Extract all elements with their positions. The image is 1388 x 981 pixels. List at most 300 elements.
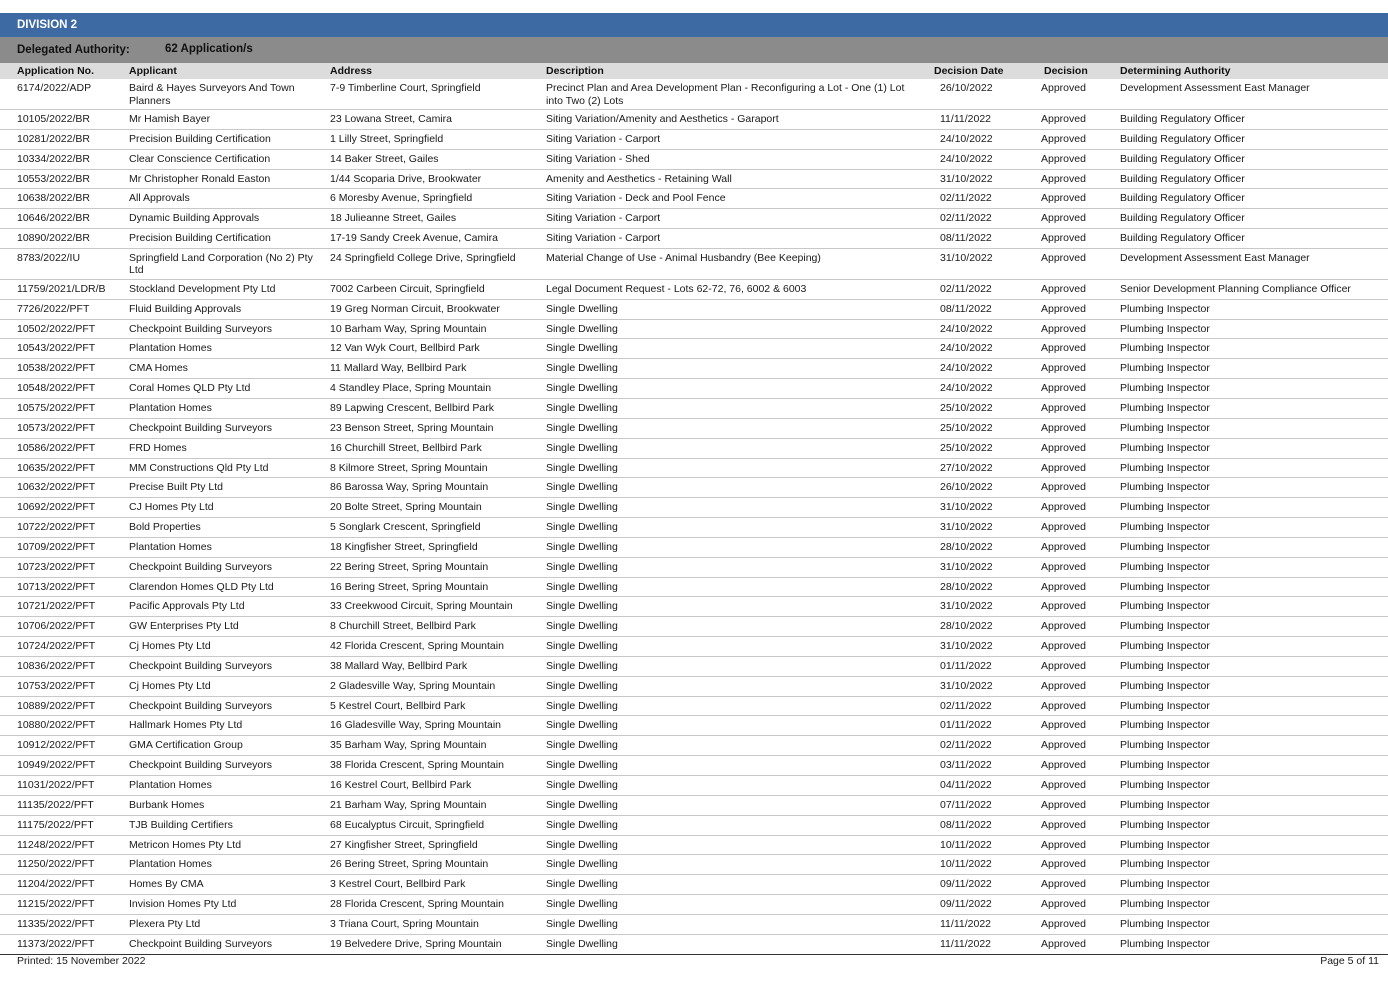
footer-divider [0, 954, 1388, 955]
decision-date-cell: 08/11/2022 [940, 232, 992, 245]
address-cell: 35 Barham Way, Spring Mountain [330, 739, 487, 752]
application-no-cell: 10721/2022/PFT [17, 600, 96, 613]
applicant-cell: Cj Homes Pty Ltd [129, 640, 211, 653]
determining-authority-cell: Plumbing Inspector [1120, 620, 1210, 633]
application-count: 62 Application/s [165, 43, 253, 55]
applicant-cell: Checkpoint Building Surveyors [129, 699, 272, 712]
decision-date-cell: 25/10/2022 [940, 401, 993, 414]
description-cell: Single Dwelling [546, 302, 618, 315]
application-no-cell: 10334/2022/BR [17, 152, 90, 165]
application-no-cell: 11135/2022/PFT [17, 798, 94, 811]
applicant-cell: Burbank Homes [129, 798, 205, 811]
column-header-application-no: Application No. [17, 65, 94, 77]
decision-cell: Approved [1041, 82, 1086, 94]
determining-authority-cell: Plumbing Inspector [1120, 759, 1210, 772]
table-row [0, 419, 1388, 439]
address-cell: 10 Barham Way, Spring Mountain [330, 322, 487, 335]
application-no-cell: 10753/2022/PFT [17, 679, 96, 692]
application-no-cell: 11335/2022/PFT [17, 917, 95, 930]
applicant-cell: Invision Homes Pty Ltd [129, 898, 237, 911]
table-row [0, 170, 1388, 190]
decision-cell: Approved [1041, 798, 1086, 811]
application-no-cell: 10890/2022/BR [17, 232, 90, 245]
decision-cell: Approved [1041, 838, 1086, 851]
address-cell: 1 Lilly Street, Springfield [330, 132, 444, 145]
application-no-cell: 11250/2022/PFT [17, 858, 95, 871]
decision-cell: Approved [1041, 192, 1086, 205]
address-cell: 11 Mallard Way, Bellbird Park [330, 362, 467, 375]
decision-date-cell: 26/10/2022 [940, 82, 993, 94]
table-row [0, 189, 1388, 209]
application-no-cell: 10538/2022/PFT [17, 362, 96, 375]
application-no-cell: 10638/2022/BR [17, 192, 90, 205]
decision-cell: Approved [1041, 362, 1086, 375]
applicant-cell: CJ Homes Pty Ltd [129, 501, 214, 514]
determining-authority-cell: Plumbing Inspector [1120, 640, 1210, 653]
application-no-cell: 10722/2022/PFT [17, 521, 96, 534]
table-row [0, 597, 1388, 617]
application-no-cell: 10635/2022/PFT [17, 461, 96, 474]
decision-date-cell: 02/11/2022 [940, 282, 992, 295]
applicant-cell: Clear Conscience Certification [129, 152, 271, 165]
decision-cell: Approved [1041, 401, 1086, 414]
decision-cell: Approved [1041, 779, 1086, 791]
address-cell: 23 Lowana Street, Camira [330, 113, 452, 125]
decision-cell: Approved [1041, 521, 1086, 534]
decision-cell: Approved [1041, 739, 1086, 752]
table-row [0, 578, 1388, 598]
description-cell: Single Dwelling [546, 382, 618, 395]
address-cell: 23 Benson Street, Spring Mountain [330, 421, 494, 434]
delegated-authority-bar [0, 37, 1388, 63]
applicant-cell: Coral Homes QLD Pty Ltd [129, 382, 251, 395]
determining-authority-cell: Plumbing Inspector [1120, 540, 1210, 553]
table-row [0, 617, 1388, 637]
address-cell: 14 Baker Street, Gailes [330, 152, 439, 165]
description-cell: Single Dwelling [546, 362, 618, 375]
applicant-cell: CMA Homes [129, 362, 188, 375]
decision-cell: Approved [1041, 719, 1086, 732]
description-cell: Amenity and Aesthetics - Retaining Wall [546, 172, 732, 185]
determining-authority-cell: Building Regulatory Officer [1120, 172, 1245, 185]
decision-date-cell: 01/11/2022 [940, 659, 992, 672]
decision-date-cell: 27/10/2022 [940, 461, 993, 474]
description-cell: Siting Variation/Amenity and Aesthetics - Garaport [546, 113, 779, 125]
application-no-cell: 10713/2022/PFT [17, 580, 96, 593]
applicant-cell: FRD Homes [129, 441, 187, 454]
address-cell: 2 Gladesville Way, Spring Mountain [330, 679, 496, 692]
description-cell: Siting Variation - Carport [546, 232, 661, 245]
applicant-cell: Metricon Homes Pty Ltd [129, 838, 242, 851]
decision-cell: Approved [1041, 322, 1086, 335]
description-cell: Single Dwelling [546, 739, 618, 752]
table-row [0, 150, 1388, 170]
application-no-cell: 8783/2022/IU [17, 251, 81, 264]
delegated-authority-label: Delegated Authority: [17, 44, 130, 56]
determining-authority-cell: Building Regulatory Officer [1120, 212, 1245, 225]
table-row [0, 518, 1388, 538]
description-cell: Single Dwelling [546, 679, 618, 692]
address-cell: 18 Kingfisher Street, Springfield [330, 540, 478, 553]
address-cell: 18 Julieanne Street, Gailes [330, 212, 457, 225]
table-row [0, 836, 1388, 856]
table-row [0, 895, 1388, 915]
applicant-cell: Baird & Hayes Surveyors And Town Planners [129, 82, 295, 107]
table-row [0, 875, 1388, 895]
applicant-cell: Mr Hamish Bayer [129, 113, 211, 125]
table-row [0, 677, 1388, 697]
determining-authority-cell: Plumbing Inspector [1120, 739, 1210, 752]
address-cell: 33 Creekwood Circuit, Spring Mountain [330, 600, 513, 613]
decision-date-cell: 11/11/2022 [940, 113, 991, 125]
table-row [0, 439, 1388, 459]
decision-date-cell: 31/10/2022 [940, 251, 993, 264]
determining-authority-cell: Plumbing Inspector [1120, 878, 1210, 891]
decision-cell: Approved [1041, 818, 1086, 831]
applications-table [0, 79, 1388, 955]
decision-cell: Approved [1041, 302, 1086, 315]
address-cell: 5 Songlark Crescent, Springfield [330, 521, 481, 534]
determining-authority-cell: Development Assessment East Manager [1120, 251, 1310, 264]
description-cell: Single Dwelling [546, 917, 618, 930]
decision-cell: Approved [1041, 461, 1086, 474]
decision-cell: Approved [1041, 342, 1086, 355]
description-cell: Single Dwelling [546, 461, 618, 474]
table-header [0, 63, 1388, 79]
decision-date-cell: 25/10/2022 [940, 441, 993, 454]
applicant-cell: Precision Building Certification [129, 232, 271, 245]
determining-authority-cell: Plumbing Inspector [1120, 580, 1210, 593]
application-no-cell: 6174/2022/ADP [17, 82, 92, 94]
decision-date-cell: 02/11/2022 [940, 699, 992, 712]
description-cell: Single Dwelling [546, 620, 618, 633]
decision-cell: Approved [1041, 600, 1086, 613]
decision-cell: Approved [1041, 560, 1086, 573]
address-cell: 42 Florida Crescent, Spring Mountain [330, 640, 504, 653]
address-cell: 6 Moresby Avenue, Springfield [330, 192, 473, 205]
address-cell: 38 Mallard Way, Bellbird Park [330, 659, 468, 672]
application-no-cell: 11204/2022/PFT [17, 878, 95, 891]
application-no-cell: 7726/2022/PFT [17, 302, 90, 315]
column-header-decision-date: Decision Date [934, 65, 1004, 77]
decision-date-cell: 25/10/2022 [940, 421, 993, 434]
applicant-cell: Fluid Building Approvals [129, 302, 242, 315]
address-cell: 3 Kestrel Court, Bellbird Park [330, 878, 466, 891]
column-header-determining-authority: Determining Authority [1120, 65, 1231, 77]
decision-date-cell: 08/11/2022 [940, 818, 992, 831]
application-no-cell: 10889/2022/PFT [17, 699, 96, 712]
determining-authority-cell: Plumbing Inspector [1120, 699, 1210, 712]
description-cell: Single Dwelling [546, 421, 618, 434]
table-row [0, 637, 1388, 657]
decision-cell: Approved [1041, 640, 1086, 653]
application-no-cell: 10724/2022/PFT [17, 640, 96, 653]
description-cell: Single Dwelling [546, 818, 618, 831]
address-cell: 8 Churchill Street, Bellbird Park [330, 620, 476, 633]
table-row [0, 697, 1388, 717]
decision-cell: Approved [1041, 132, 1086, 145]
applicant-cell: Hallmark Homes Pty Ltd [129, 719, 243, 732]
applicant-cell: Precision Building Certification [129, 132, 271, 145]
application-no-cell: 10949/2022/PFT [17, 759, 96, 772]
applicant-cell: Homes By CMA [129, 878, 204, 891]
application-no-cell: 10723/2022/PFT [17, 560, 96, 573]
applicant-cell: Checkpoint Building Surveyors [129, 937, 272, 950]
application-no-cell: 10548/2022/PFT [17, 382, 96, 395]
applicant-cell: Pacific Approvals Pty Ltd [129, 600, 245, 613]
determining-authority-cell: Plumbing Inspector [1120, 818, 1210, 831]
decision-cell: Approved [1041, 580, 1086, 593]
determining-authority-cell: Plumbing Inspector [1120, 322, 1210, 335]
determining-authority-cell: Plumbing Inspector [1120, 302, 1210, 315]
table-row [0, 130, 1388, 150]
applicant-cell: Checkpoint Building Surveyors [129, 560, 272, 573]
description-cell: Siting Variation - Carport [546, 132, 661, 145]
determining-authority-cell: Plumbing Inspector [1120, 481, 1210, 494]
description-cell: Single Dwelling [546, 481, 618, 494]
decision-date-cell: 02/11/2022 [940, 739, 992, 752]
decision-date-cell: 09/11/2022 [940, 898, 992, 911]
address-cell: 21 Barham Way, Spring Mountain [330, 798, 487, 811]
applicant-cell: MM Constructions Qld Pty Ltd [129, 461, 269, 474]
decision-date-cell: 03/11/2022 [940, 759, 992, 772]
table-row [0, 209, 1388, 229]
address-cell: 86 Barossa Way, Spring Mountain [330, 481, 489, 494]
applicant-cell: Checkpoint Building Surveyors [129, 322, 272, 335]
application-no-cell: 10573/2022/PFT [17, 421, 96, 434]
determining-authority-cell: Plumbing Inspector [1120, 560, 1210, 573]
division-title: DIVISION 2 [17, 19, 78, 31]
applicant-cell: GW Enterprises Pty Ltd [129, 620, 239, 633]
decision-cell: Approved [1041, 382, 1086, 395]
determining-authority-cell: Plumbing Inspector [1120, 679, 1210, 692]
decision-date-cell: 28/10/2022 [940, 620, 993, 633]
column-header-decision: Decision [1044, 65, 1088, 77]
applicant-cell: Mr Christopher Ronald Easton [129, 172, 271, 185]
application-no-cell: 10502/2022/PFT [17, 322, 96, 335]
description-cell: Single Dwelling [546, 838, 618, 851]
applicant-cell: Plantation Homes [129, 779, 212, 791]
description-cell: Siting Variation - Shed [546, 152, 650, 165]
description-cell: Single Dwelling [546, 521, 618, 534]
determining-authority-cell: Plumbing Inspector [1120, 362, 1210, 375]
applicant-cell: Plantation Homes [129, 858, 212, 871]
determining-authority-cell: Building Regulatory Officer [1120, 232, 1245, 245]
table-row [0, 79, 1388, 110]
address-cell: 89 Lapwing Crescent, Bellbird Park [330, 401, 495, 414]
description-cell: Single Dwelling [546, 878, 618, 891]
address-cell: 16 Churchill Street, Bellbird Park [330, 441, 482, 454]
column-header-applicant: Applicant [129, 65, 177, 77]
application-no-cell: 10586/2022/PFT [17, 441, 96, 454]
description-cell: Single Dwelling [546, 759, 618, 772]
determining-authority-cell: Plumbing Inspector [1120, 917, 1210, 930]
application-no-cell: 10543/2022/PFT [17, 342, 96, 355]
description-cell: Single Dwelling [546, 699, 618, 712]
address-cell: 16 Gladesville Way, Spring Mountain [330, 719, 501, 732]
table-row [0, 300, 1388, 320]
application-no-cell: 11215/2022/PFT [17, 898, 95, 911]
division-header [0, 13, 1388, 37]
decision-cell: Approved [1041, 251, 1086, 264]
application-no-cell: 11175/2022/PFT [17, 818, 94, 831]
address-cell: 38 Florida Crescent, Spring Mountain [330, 759, 504, 772]
address-cell: 26 Bering Street, Spring Mountain [330, 858, 489, 871]
determining-authority-cell: Plumbing Inspector [1120, 719, 1210, 732]
description-cell: Single Dwelling [546, 580, 618, 593]
address-cell: 5 Kestrel Court, Bellbird Park [330, 699, 466, 712]
description-cell: Single Dwelling [546, 719, 618, 732]
table-row [0, 478, 1388, 498]
printed-date: Printed: 15 November 2022 [17, 955, 146, 967]
description-cell: Siting Variation - Carport [546, 212, 661, 225]
applicant-cell: Plantation Homes [129, 342, 212, 355]
table-row [0, 249, 1388, 280]
decision-date-cell: 04/11/2022 [940, 779, 992, 791]
decision-date-cell: 24/10/2022 [940, 322, 993, 335]
decision-date-cell: 10/11/2022 [940, 858, 992, 871]
determining-authority-cell: Development Assessment East Manager [1120, 82, 1310, 94]
decision-date-cell: 24/10/2022 [940, 132, 993, 145]
decision-cell: Approved [1041, 937, 1086, 950]
applicant-cell: Stockland Development Pty Ltd [129, 282, 276, 295]
table-row [0, 459, 1388, 479]
applicant-cell: TJB Building Certifiers [129, 818, 233, 831]
address-cell: 68 Eucalyptus Circuit, Springfield [330, 818, 485, 831]
decision-date-cell: 08/11/2022 [940, 302, 992, 315]
determining-authority-cell: Building Regulatory Officer [1120, 113, 1245, 125]
decision-cell: Approved [1041, 858, 1086, 871]
address-cell: 12 Van Wyk Court, Bellbird Park [330, 342, 480, 355]
determining-authority-cell: Plumbing Inspector [1120, 382, 1210, 395]
applicant-cell: Clarendon Homes QLD Pty Ltd [129, 580, 274, 593]
determining-authority-cell: Building Regulatory Officer [1120, 192, 1245, 205]
applicant-cell: GMA Certification Group [129, 739, 243, 752]
address-cell: 3 Triana Court, Spring Mountain [330, 917, 479, 930]
determining-authority-cell: Plumbing Inspector [1120, 342, 1210, 355]
description-cell: Single Dwelling [546, 640, 618, 653]
application-no-cell: 10575/2022/PFT [17, 401, 96, 414]
table-row [0, 498, 1388, 518]
table-row [0, 538, 1388, 558]
application-no-cell: 11373/2022/PFT [17, 937, 95, 950]
decision-date-cell: 24/10/2022 [940, 382, 993, 395]
table-row [0, 280, 1388, 300]
page-number: Page 5 of 11 [1320, 955, 1379, 967]
determining-authority-cell: Plumbing Inspector [1120, 401, 1210, 414]
table-row [0, 339, 1388, 359]
description-cell: Single Dwelling [546, 858, 618, 871]
decision-date-cell: 28/10/2022 [940, 540, 993, 553]
determining-authority-cell: Plumbing Inspector [1120, 659, 1210, 672]
description-cell: Single Dwelling [546, 937, 618, 950]
table-row [0, 657, 1388, 677]
decision-date-cell: 02/11/2022 [940, 212, 992, 225]
applicant-cell: Dynamic Building Approvals [129, 212, 260, 225]
decision-date-cell: 02/11/2022 [940, 192, 992, 205]
applicant-cell: Plexera Pty Ltd [129, 917, 201, 930]
description-cell: Single Dwelling [546, 779, 618, 791]
applicant-cell: Cj Homes Pty Ltd [129, 679, 211, 692]
determining-authority-cell: Plumbing Inspector [1120, 461, 1210, 474]
address-cell: 7-9 Timberline Court, Springfield [330, 82, 481, 94]
determining-authority-cell: Plumbing Inspector [1120, 600, 1210, 613]
decision-cell: Approved [1041, 759, 1086, 772]
decision-cell: Approved [1041, 898, 1086, 911]
decision-cell: Approved [1041, 540, 1086, 553]
table-row [0, 816, 1388, 836]
table-row [0, 855, 1388, 875]
description-cell: Precinct Plan and Area Development Plan - Reconfiguring a Lot - One (1) Lot into Two (2) Lots [546, 82, 905, 107]
application-no-cell: 10709/2022/PFT [17, 540, 96, 553]
decision-cell: Approved [1041, 172, 1086, 185]
table-row [0, 379, 1388, 399]
decision-cell: Approved [1041, 917, 1086, 930]
determining-authority-cell: Plumbing Inspector [1120, 937, 1210, 950]
decision-cell: Approved [1041, 212, 1086, 225]
address-cell: 8 Kilmore Street, Spring Mountain [330, 461, 488, 474]
determining-authority-cell: Plumbing Inspector [1120, 858, 1210, 871]
description-cell: Legal Document Request - Lots 62-72, 76, 6002 & 6003 [546, 282, 807, 295]
address-cell: 27 Kingfisher Street, Springfield [330, 838, 478, 851]
determining-authority-cell: Plumbing Inspector [1120, 779, 1210, 791]
determining-authority-cell: Plumbing Inspector [1120, 421, 1210, 434]
decision-cell: Approved [1041, 441, 1086, 454]
application-no-cell: 10632/2022/PFT [17, 481, 96, 494]
table-row [0, 320, 1388, 340]
decision-cell: Approved [1041, 113, 1086, 125]
applicant-cell: Plantation Homes [129, 540, 212, 553]
decision-cell: Approved [1041, 421, 1086, 434]
column-header-description: Description [546, 65, 604, 77]
applicant-cell: Springfield Land Corporation (No 2) Pty Ltd [129, 251, 313, 277]
decision-date-cell: 31/10/2022 [940, 521, 993, 534]
table-row [0, 399, 1388, 419]
application-no-cell: 10912/2022/PFT [17, 739, 96, 752]
description-cell: Single Dwelling [546, 342, 618, 355]
decision-date-cell: 31/10/2022 [940, 172, 993, 185]
description-cell: Single Dwelling [546, 600, 618, 613]
decision-date-cell: 31/10/2022 [940, 560, 993, 573]
decision-date-cell: 31/10/2022 [940, 600, 993, 613]
decision-date-cell: 31/10/2022 [940, 640, 993, 653]
determining-authority-cell: Plumbing Inspector [1120, 501, 1210, 514]
application-no-cell: 10836/2022/PFT [17, 659, 96, 672]
application-no-cell: 10706/2022/PFT [17, 620, 96, 633]
application-no-cell: 10880/2022/PFT [17, 719, 96, 732]
determining-authority-cell: Senior Development Planning Compliance Officer [1120, 282, 1351, 295]
application-no-cell: 10692/2022/PFT [17, 501, 96, 514]
description-cell: Single Dwelling [546, 401, 618, 414]
address-cell: 20 Bolte Street, Spring Mountain [330, 501, 482, 514]
application-no-cell: 11248/2022/PFT [17, 838, 95, 851]
decision-cell: Approved [1041, 878, 1086, 891]
description-cell: Single Dwelling [546, 322, 618, 335]
column-header-address: Address [330, 65, 373, 77]
address-cell: 19 Greg Norman Circuit, Brookwater [330, 302, 500, 315]
table-row [0, 359, 1388, 379]
application-no-cell: 11031/2022/PFT [17, 779, 95, 791]
description-cell: Single Dwelling [546, 798, 618, 811]
decision-date-cell: 10/11/2022 [940, 838, 992, 851]
decision-cell: Approved [1041, 282, 1086, 295]
decision-date-cell: 28/10/2022 [940, 580, 993, 593]
address-cell: 7002 Carbeen Circuit, Springfield [330, 282, 485, 295]
decision-cell: Approved [1041, 152, 1086, 165]
decision-cell: Approved [1041, 679, 1086, 692]
decision-date-cell: 09/11/2022 [940, 878, 992, 891]
decision-date-cell: 24/10/2022 [940, 152, 993, 165]
